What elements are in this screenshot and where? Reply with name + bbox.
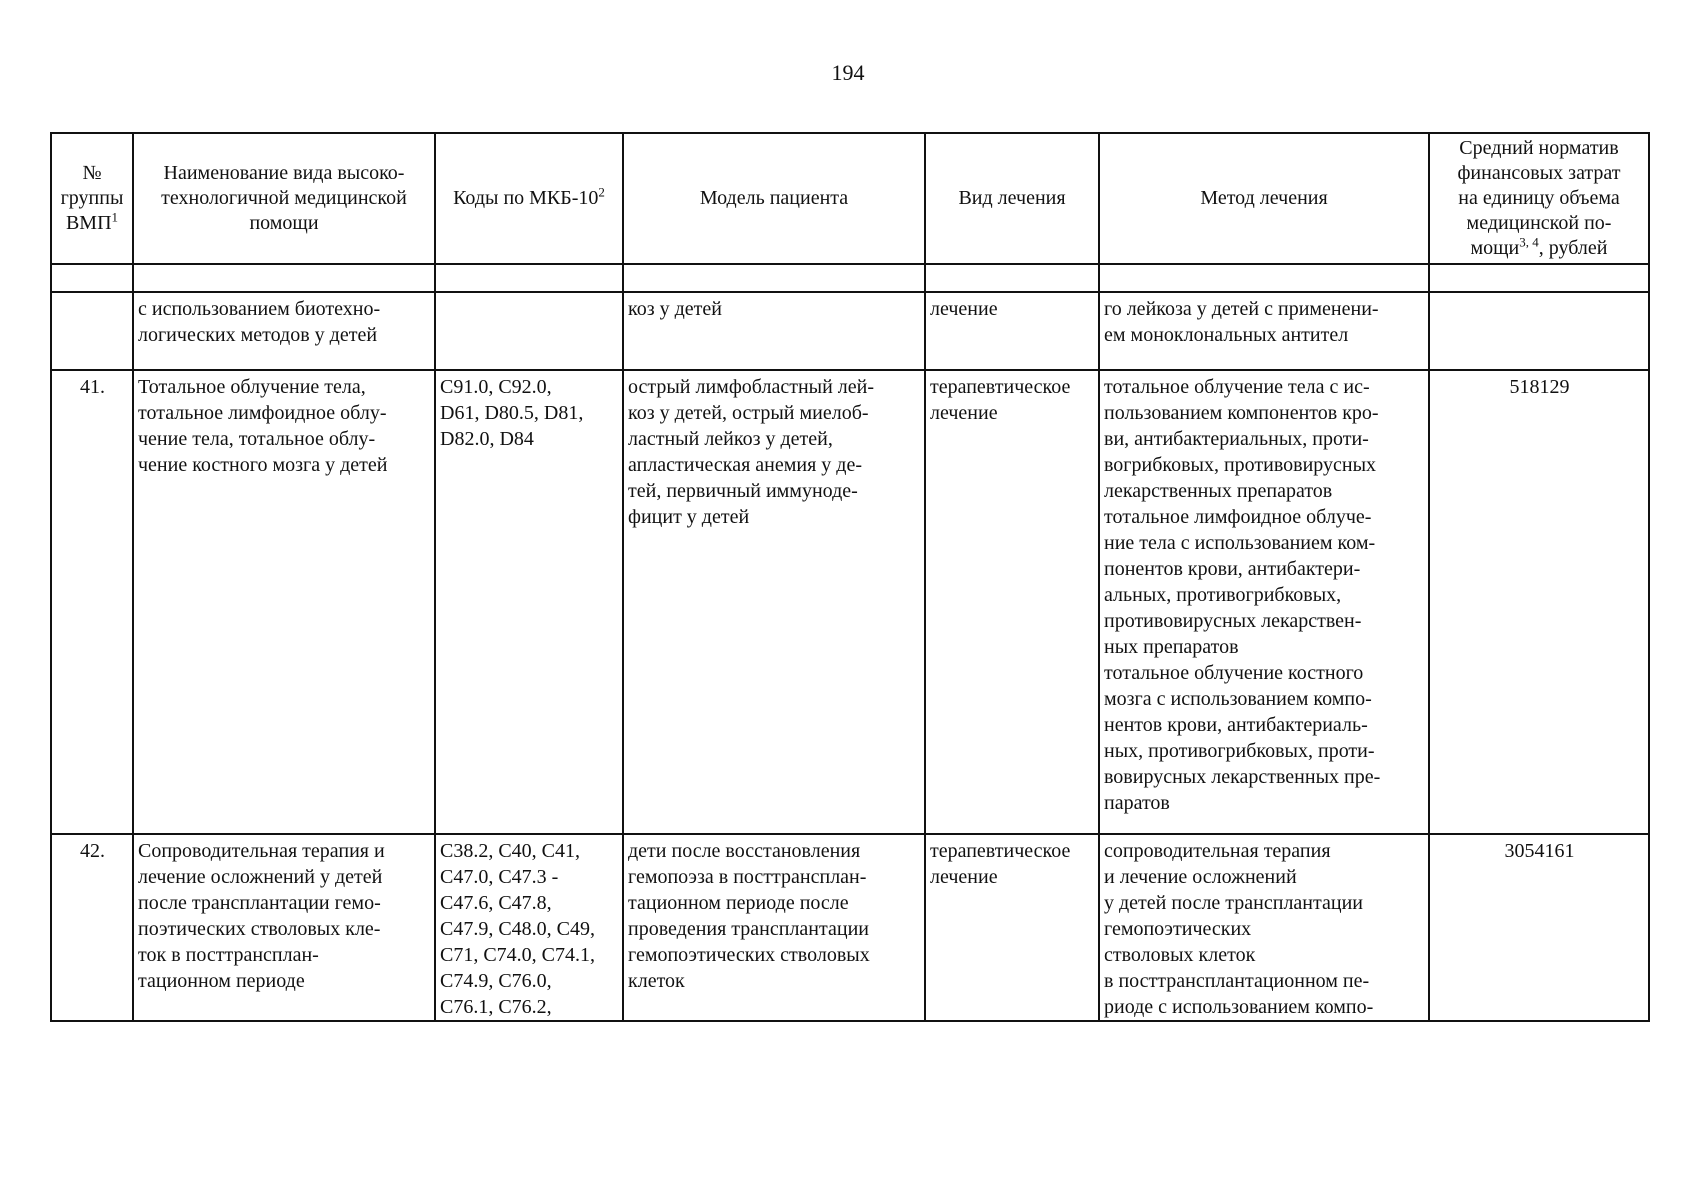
spacer-cell <box>51 264 133 292</box>
table-header-row <box>51 133 1649 264</box>
cell-treatment-type: терапевтическое лечение <box>925 370 1099 834</box>
cell-treatment-type: терапевтическое лечение <box>925 834 1099 1021</box>
table-row <box>51 370 1649 834</box>
vmp-table <box>50 132 1650 1022</box>
cell-group-no <box>51 292 133 370</box>
cell-name: Тотальное облучение тела, тотальное лимфоидное облу- чение тела, тотальное облу- чение костного мозга у детей <box>133 370 435 834</box>
table-row <box>51 292 1649 370</box>
header-name: Наименование вида высоко- технологичной медицинской помощи <box>133 133 435 264</box>
header-method: Метод лечения <box>1099 133 1429 264</box>
cell-name: с использованием биотехно- логических методов у детей <box>133 292 435 370</box>
header-spacer-row <box>51 264 1649 292</box>
cell-model: коз у детей <box>623 292 925 370</box>
spacer-cell <box>1429 264 1649 292</box>
cell-model: дети после восстановления гемопоэза в посттрансплан- тационном периоде после проведения трансплантации гемопоэтических стволовых клеток <box>623 834 925 1021</box>
page-number: 194 <box>831 60 865 85</box>
header-group-no: № группы ВМП$^1$ <box>51 133 133 264</box>
cell-norm <box>1429 292 1649 370</box>
spacer-cell <box>623 264 925 292</box>
cell-group-no: 42. <box>51 834 133 1021</box>
cell-method: сопроводительная терапия и лечение осложнений у детей после трансплантации гемопоэтических стволовых клеток в посттрансплантационном пе- риоде с использованием компо- <box>1099 834 1429 1021</box>
spacer-cell <box>925 264 1099 292</box>
header-norm: Средний норматив финансовых затрат на единицу объема медицинской по- мощи$^{3, 4}$, рублей <box>1429 133 1649 264</box>
cell-group-no: 41. <box>51 370 133 834</box>
header-model: Модель пациента <box>623 133 925 264</box>
cell-codes <box>435 292 623 370</box>
cell-codes: C91.0, C92.0, D61, D80.5, D81, D82.0, D84 <box>435 370 623 834</box>
table-row <box>51 834 1649 1021</box>
cell-norm: 3054161 <box>1429 834 1649 1021</box>
cell-model: острый лимфобластный лей- коз у детей, острый миелоб- ластный лейкоз у детей, апластическая анемия у де- тей, первичный иммуноде- фицит у детей <box>623 370 925 834</box>
cell-codes: C38.2, C40, C41, C47.0, C47.3 - C47.6, C47.8, C47.9, C48.0, C49, C71, C74.0, C74.1, C74.9, C76.0, C76.1, C76.2, <box>435 834 623 1021</box>
cell-treatment-type: лечение <box>925 292 1099 370</box>
spacer-cell <box>133 264 435 292</box>
spacer-cell <box>435 264 623 292</box>
spacer-cell <box>1099 264 1429 292</box>
cell-method: тотальное облучение тела с ис- пользованием компонентов кро- ви, антибактериальных, проти- вогрибковых, противовирусных лекарственных препаратов тотальное лимфоидное облуче- ние тела с использованием ком- понентов крови, антибактери- альных, противогрибковых, противовирусных лекарствен- ных препаратов тотальное облучение костного мозга с использованием компо- нентов крови, антибактериаль- ных, противогрибковых, проти- вовирусных лекарственных пре- паратов <box>1099 370 1429 834</box>
header-treatment-type: Вид лечения <box>925 133 1099 264</box>
cell-method: го лейкоза у детей с применени- ем моноклональных антител <box>1099 292 1429 370</box>
cell-name: Сопроводительная терапия и лечение осложнений у детей после трансплантации гемо- поэтических стволовых кле- ток в посттрансплан- тационном периоде <box>133 834 435 1021</box>
cell-norm: 518129 <box>1429 370 1649 834</box>
header-codes: Коды по МКБ-$10^2$ <box>435 133 623 264</box>
